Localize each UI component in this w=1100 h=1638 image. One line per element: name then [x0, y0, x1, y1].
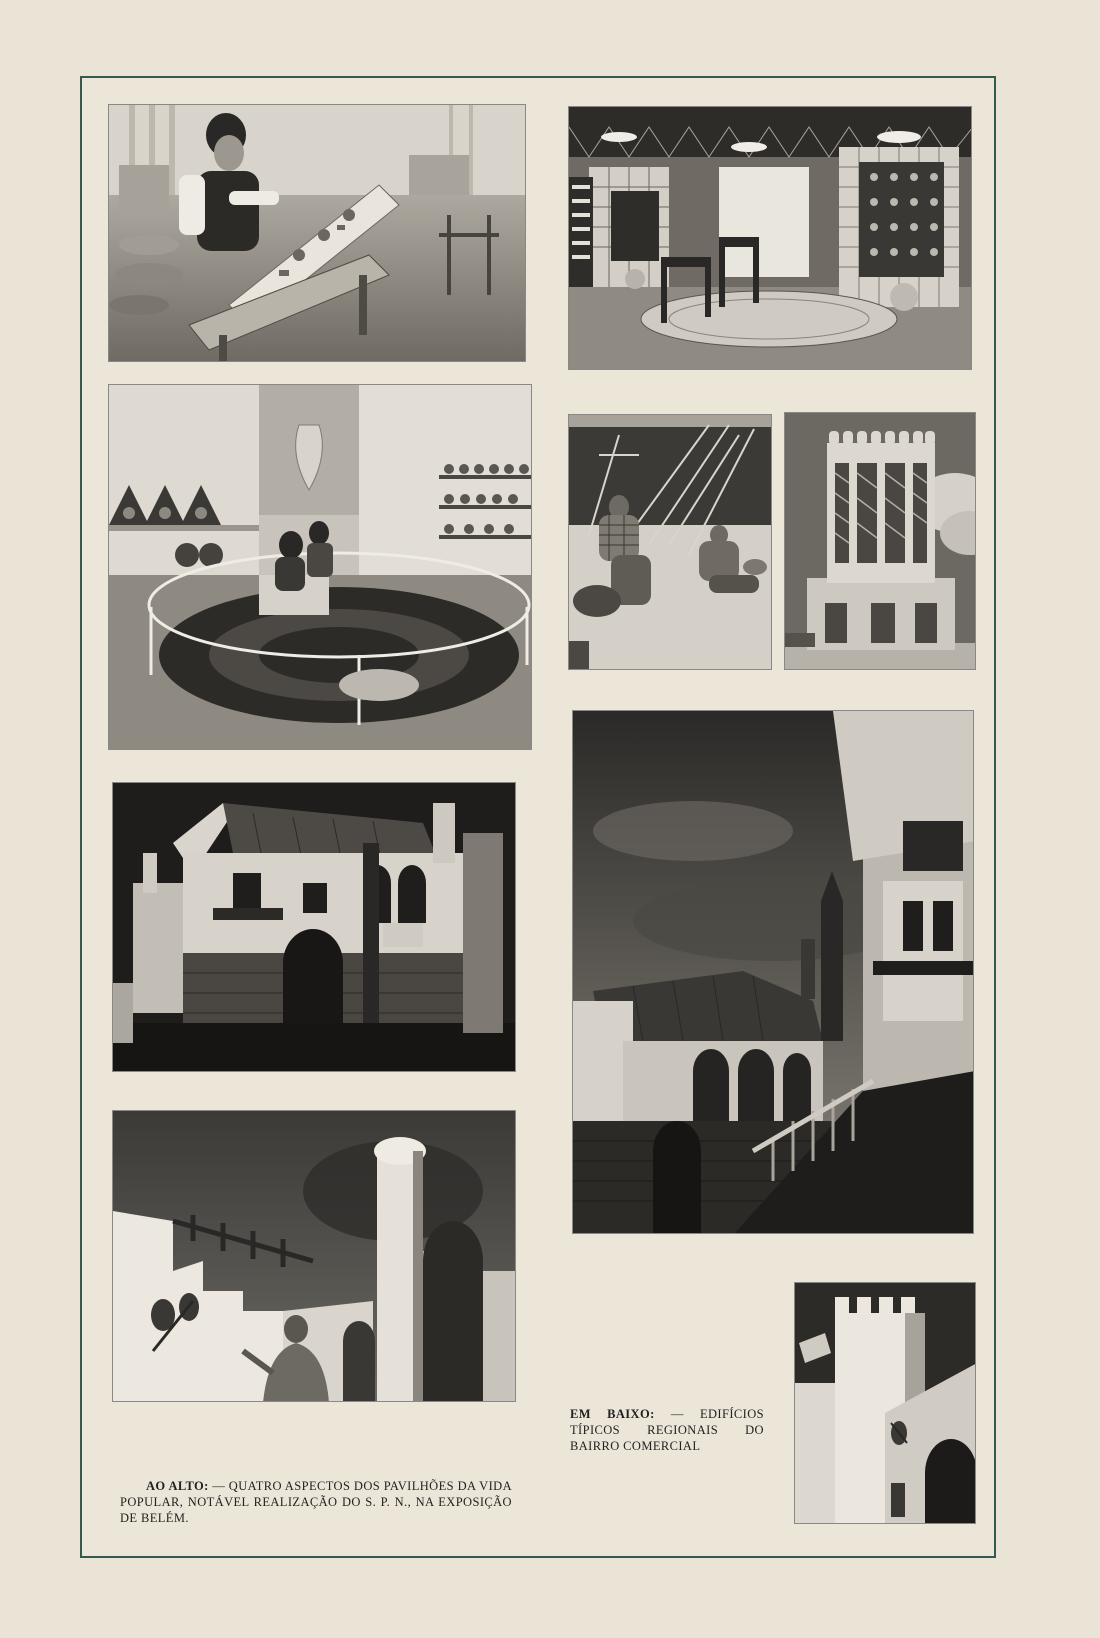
- photo-basket-weavers: [568, 414, 772, 670]
- photo-pottery-exhibit: [108, 384, 532, 750]
- caption-ao-alto: [120, 1478, 512, 1526]
- photo-village-street: [572, 710, 974, 1234]
- photo-woodcarver: [108, 104, 526, 362]
- caption-em-baixo-lead: EM BAIXO:: [570, 1407, 655, 1421]
- caption-em-baixo-text: — EDIFÍCIOS TÍPICOS REGIONAIS DO BAIRRO COMERCIAL: [570, 1407, 764, 1453]
- photo-crenellated-tower: [794, 1282, 976, 1524]
- caption-ao-alto-text: — QUATRO ASPECTOS DOS PAVILHÕES DA VIDA POPULAR, NOTÁVEL REALIZAÇÃO DO S. P. N., NA EXPOSIÇÃO DE BELÉM.: [120, 1479, 512, 1525]
- caption-em-baixo: [570, 1406, 764, 1454]
- photo-castle-walls: [112, 1110, 516, 1402]
- photo-lattice-tower: [784, 412, 976, 670]
- photo-house-balcony: [112, 782, 516, 1072]
- caption-ao-alto-lead: AO ALTO:: [146, 1479, 209, 1493]
- photo-weaving-exhibit: [568, 106, 972, 370]
